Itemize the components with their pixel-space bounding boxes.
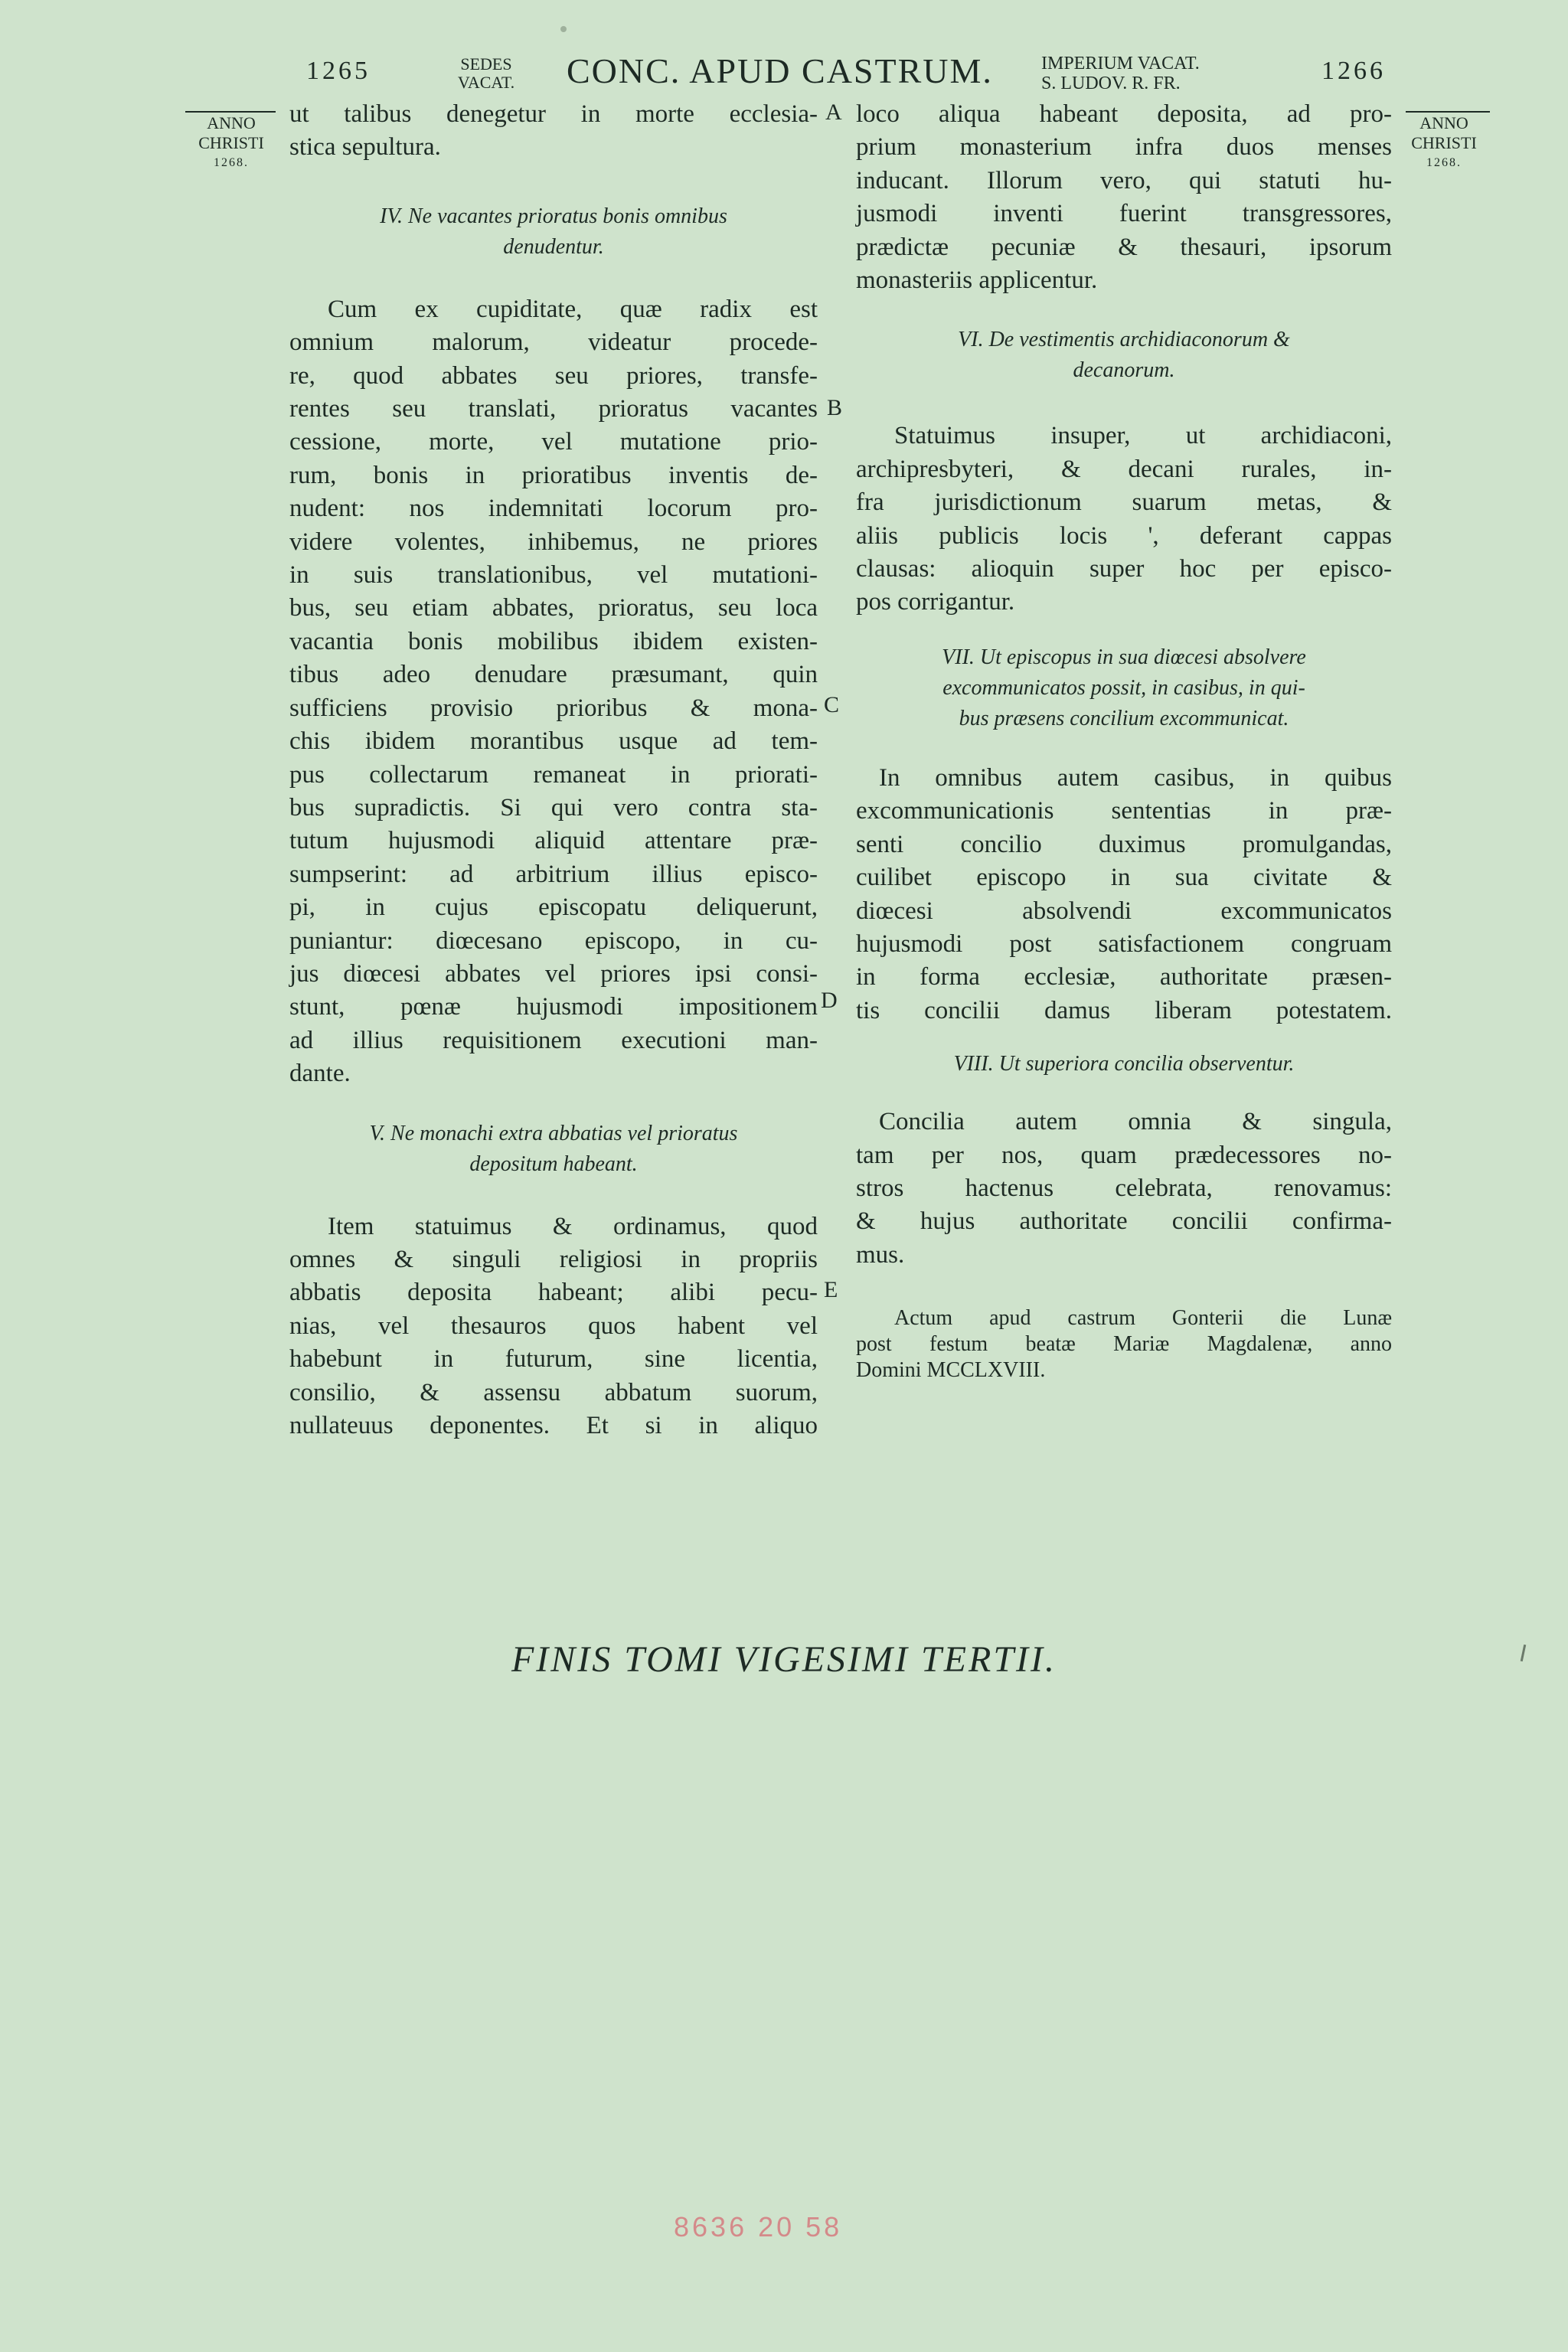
speck <box>560 26 567 32</box>
heading-vi: VI. De vestimentis archidiaconorum & decanorum. <box>958 328 1290 383</box>
heading-v: V. Ne monachi extra abbatias vel prioratus depositum habeant. <box>369 1121 738 1176</box>
sedes-vacat: SEDES VACAT. <box>457 54 515 92</box>
margin-rule-right <box>1406 111 1490 113</box>
paragraph-vii: In omnibus autem casibus, in quibus excommunicationis sententias in præ- senti concilio duximus promulgandas, cuilibet episcopo in sua civitate & diœcesi absolvendi excommunicatos hujusmodi post satisfactionem congruam in forma ecclesiæ, authoritate præsen- tis concilii damus liberam potestatem. <box>856 763 1392 1024</box>
right-intro: loco aliqua habeant deposita, ad pro- prium monasterium infra duos menses inducant. Illorum vero, qui statuti hu- jusmodi inventi fuerint transgressores, prædictæ pecuniæ & thesauri, ipsorum monasteriis applicentur. <box>856 100 1392 295</box>
page-number-left: 1265 <box>306 57 371 85</box>
heading-iv: IV. Ne vacantes prioratus bonis omnibus denudentur. <box>380 204 727 259</box>
margin-note-left: ANNO CHRISTI 1268. <box>198 113 264 169</box>
margin-rule-left <box>185 111 276 113</box>
page-number-right: 1266 <box>1321 57 1386 85</box>
right-column <box>856 98 1392 1383</box>
heading-vii: VII. Ut episcopus in sua diœcesi absolvere excommunicatos possit, in casibus, in qui- bus præsens concilium excommunicat. <box>942 645 1306 730</box>
margin-note-right: ANNO CHRISTI 1268. <box>1411 113 1477 169</box>
margin-letter-b: B <box>827 395 843 420</box>
finis-line: FINIS TOMI VIGESIMI TERTII. <box>511 1639 1057 1680</box>
margin-letter-c: C <box>824 692 840 717</box>
catalogue-stamp: 8636 20 58 <box>674 2211 843 2243</box>
page-title: CONC. APUD CASTRUM. <box>567 51 993 90</box>
left-column <box>289 98 818 1442</box>
actum-note: Actum apud castrum Gonterii die Lunæ post festum beatæ Mariæ Magdalenæ, anno Domini MCCLXVIII. <box>856 1306 1392 1383</box>
imperium-vacat: IMPERIUM VACAT. S. LUDOV. R. FR. <box>1041 54 1200 93</box>
margin-letter-a: A <box>825 100 842 125</box>
paragraph-v: Item statuimus & ordinamus, quod omnes & singuli religiosi in propriis abbatis deposita habeant; alibi pecu- nias, vel thesauros quos habent vel habebunt in futurum, sine licentia, consilio, & assensu abbatum suorum, nullateuus deponentes. Et si in aliquo <box>289 1212 818 1439</box>
heading-viii: VIII. Ut superiora concilia observentur. <box>953 1052 1295 1076</box>
left-intro: ut talibus denegetur in morte ecclesia- stica sepultura. <box>289 100 818 162</box>
margin-letter-e: E <box>824 1277 838 1302</box>
paragraph-viii: Concilia autem omnia & singula, tam per nos, quam prædecessores no- stros hactenus celebrata, renovamus: & hujus authoritate concilii confirma- mus. <box>856 1108 1392 1269</box>
margin-letter-d: D <box>821 988 838 1013</box>
paragraph-vi: Statuimus insuper, ut archidiaconi, archipresbyteri, & decani rurales, in- fra jurisdictionum suarum metas, & aliis publicis locis ', deferant cappas clausas: alioquin super hoc per episco- pos corrigantur. <box>856 422 1392 616</box>
paragraph-iv: Cum ex cupiditate, quæ radix est omnium malorum, videatur procede- re, quod abbates seu priores, transfe- rentes seu translati, prioratus vacantes cessione, morte, vel mutatione prio- rum, bonis in prioratibus inventis de- nudent: nos indemnitati locorum pro- videre volentes, inhibemus, ne priores in suis translationibus, vel mutationi- bus, seu etiam abbates, prioratus, seu loca vacantia bonis mobilibus ibidem existen- tibus adeo denudare præsumant, quin sufficiens provisio prioribus & mona- chis ibidem morantibus usque ad tem- pus collectarum remaneat in priorati- bus supradictis. Si qui vero contra sta- tutum hujusmodi aliquid attentare præ- sumpserint: ad arbitrium illius episco- pi, in cujus episcopatu deliquerunt, puniantur: diœcesano episcopo, in cu- jus diœcesi abbates vel priores ipsi consi- stunt, pœnæ hujusmodi impositionem ad illius requisitionem executioni man- dante. <box>289 295 818 1088</box>
